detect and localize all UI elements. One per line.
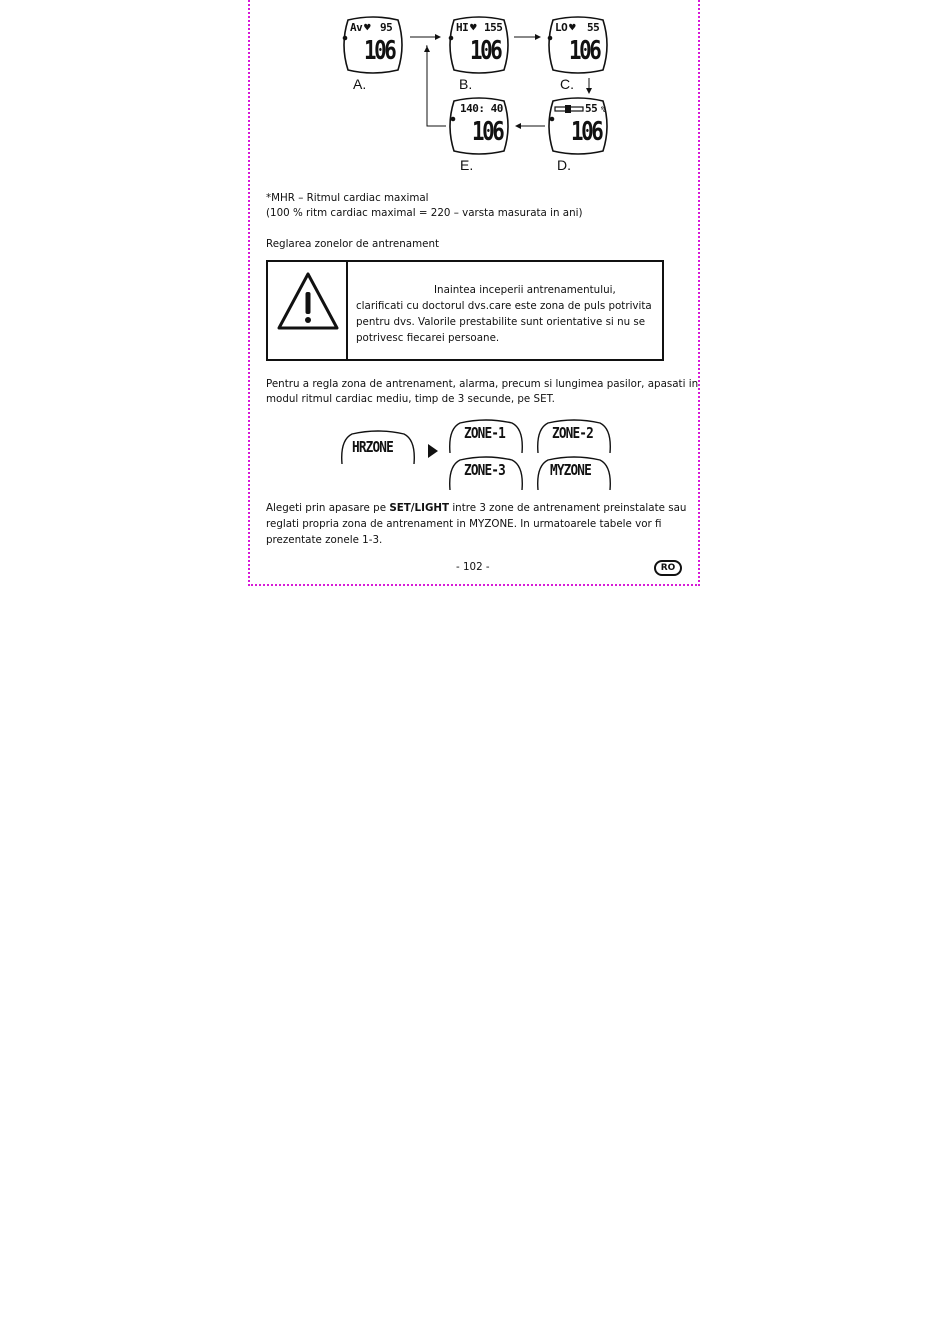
- zone-display-text: HRZONE: [352, 438, 393, 456]
- display-label-d: D.: [557, 157, 571, 173]
- page-number: - 102 -: [456, 561, 490, 573]
- display-label-a: A.: [353, 76, 367, 92]
- warning-line3: pentru dvs. Valorile prestabilite sunt orientative si nu se: [356, 316, 646, 328]
- display-top-value: 55: [585, 102, 598, 115]
- warning-divider: [346, 262, 348, 359]
- para2-line1-start: Alegeti prin apasare pe: [266, 502, 390, 514]
- display-top-label: LO: [555, 21, 568, 34]
- display-label-c: C.: [560, 76, 574, 92]
- warning-line2: clarificati cu doctorul dvs.care este zona de puls potrivita: [356, 300, 652, 312]
- warning-box: [266, 260, 664, 361]
- display-main-value: 106: [472, 117, 503, 147]
- set-light-keyword: SET/LIGHT: [389, 502, 450, 514]
- heart-icon: ♥: [569, 21, 576, 34]
- zone-display-zone2: [536, 419, 612, 455]
- heart-icon: ♥: [364, 21, 371, 34]
- section-heading: Reglarea zonelor de antrenament: [266, 238, 440, 250]
- display-top-label: Av: [350, 21, 363, 34]
- zone-display-myzone: [536, 456, 612, 492]
- display-main-value: 106: [569, 36, 600, 66]
- warning-triangle-icon: [276, 270, 340, 332]
- para2-line1: [266, 500, 686, 516]
- display-top-unit: %: [601, 105, 606, 114]
- language-badge: RO: [654, 560, 682, 576]
- zone-display-zone3: [448, 456, 524, 492]
- display-label-b: B.: [459, 76, 473, 92]
- display-top-label: HI: [456, 21, 469, 34]
- zone-display-zone1: [448, 419, 524, 455]
- display-top-value: 95: [380, 21, 393, 34]
- para2-line2: reglati propria zona de antrenament in MYZONE. In urmatoarele tabele vor fi: [266, 518, 662, 530]
- mhr-note-line2: (100 % ritm cardiac maximal = 220 – varsta masurata in ani): [266, 207, 583, 219]
- display-label-e: E.: [460, 157, 474, 173]
- display-flow-arrows: [0, 0, 950, 200]
- display-main-value: 106: [470, 36, 501, 66]
- heart-icon: ♥: [470, 21, 477, 34]
- zone-display-text: MYZONE: [550, 461, 591, 479]
- zone-display-text: ZONE-3: [464, 461, 505, 479]
- display-main-value: 106: [364, 36, 395, 66]
- warning-line4: potrivesc fiecarei persoane.: [356, 332, 500, 344]
- play-arrow-icon: [428, 444, 438, 458]
- para2-line1-end: intre 3 zone de antrenament preinstalate sau: [449, 502, 687, 514]
- warning-line1: Inaintea inceperii antrenamentului,: [434, 284, 616, 296]
- display-top-label: 140: 40: [460, 102, 503, 115]
- para2-line3: prezentate zonele 1-3.: [266, 534, 383, 546]
- display-main-value: 106: [571, 117, 602, 147]
- display-top-value: 155: [484, 21, 503, 34]
- display-top-value: 55: [587, 21, 600, 34]
- zone-display-text: ZONE-2: [552, 424, 593, 442]
- para1-line2: modul ritmul cardiac mediu, timp de 3 secunde, pe SET.: [266, 393, 555, 405]
- mhr-note-line1: *MHR – Ritmul cardiac maximal: [266, 192, 429, 204]
- zone-display-text: ZONE-1: [464, 424, 505, 442]
- zone-display-hrzone: [340, 430, 416, 466]
- para1-line1: Pentru a regla zona de antrenament, alarma, precum si lungimea pasilor, apasati in: [266, 378, 699, 390]
- warning-text: [356, 282, 656, 346]
